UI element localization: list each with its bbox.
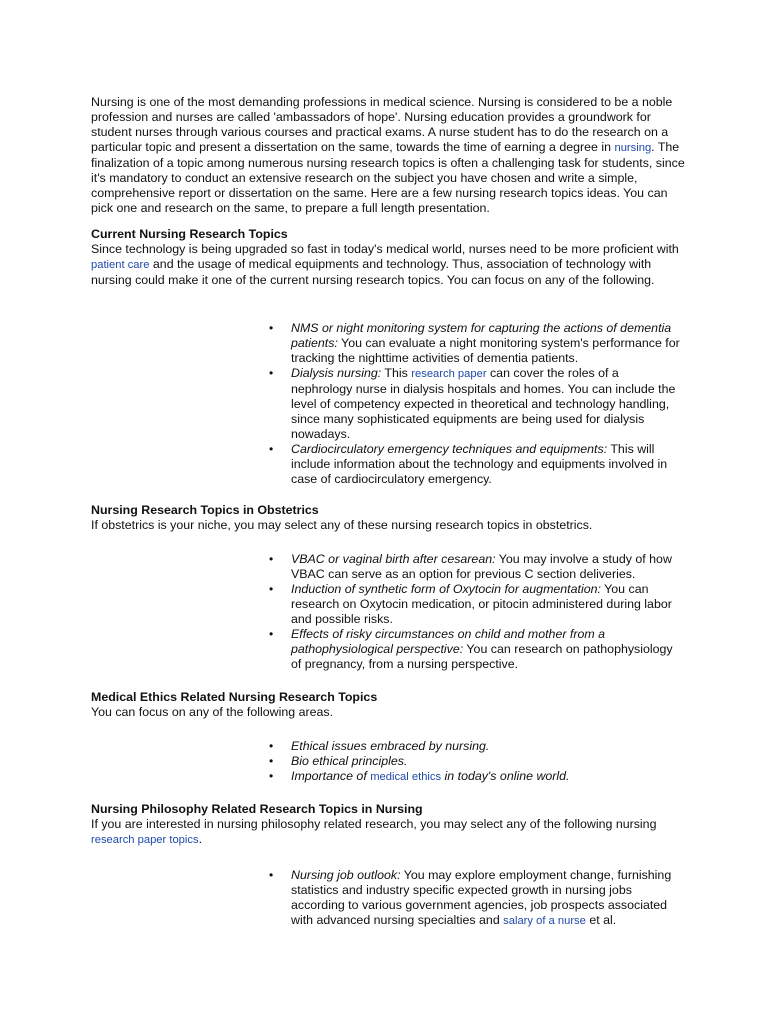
list-item: [291, 321, 683, 366]
list-item: [291, 739, 683, 754]
list-item-title: Effects of risky circumstances on child and mother from a pathophysiological perspective:: [291, 627, 606, 656]
philosophy-text-part-1: If you are interested in nursing philosophy related research, you may select any of the following nursing: [91, 817, 657, 831]
current-topics-list: [291, 321, 683, 487]
obstetrics-section: [91, 503, 691, 533]
list-item-title: Importance of: [291, 769, 371, 783]
current-topics-heading: Current Nursing Research Topics: [91, 227, 288, 241]
medical-ethics-link[interactable]: medical ethics: [370, 771, 442, 783]
salary-of-a-nurse-link[interactable]: salary of a nurse: [503, 915, 586, 927]
list-item: [291, 769, 683, 785]
philosophy-text: [91, 817, 691, 848]
philosophy-section: [91, 802, 691, 848]
obstetrics-heading: Nursing Research Topics in Obstetrics: [91, 503, 319, 517]
list-item-title: VBAC or vaginal birth after cesarean:: [291, 552, 496, 566]
obstetrics-text: If obstetrics is your niche, you may select any of these nursing research topics in obstetrics.: [91, 518, 593, 532]
list-item-text: You may explore employment change, furnishing statistics and industry specific expected growth in nursing jobs according to various government agencies, job prospects associated with advanced nursing specialties and: [291, 868, 672, 927]
list-item-title: NMS or night monitoring system for capturing the actions of dementia patients:: [291, 321, 672, 350]
ethics-heading: Medical Ethics Related Nursing Research Topics: [91, 690, 378, 704]
research-paper-topics-link[interactable]: research paper topics: [91, 834, 199, 846]
list-item-text: This: [381, 366, 412, 380]
research-paper-link[interactable]: research paper: [411, 368, 487, 380]
list-item: [291, 552, 683, 582]
list-item-title: Cardiocirculatory emergency techniques and equipments:: [291, 442, 608, 456]
nursing-link[interactable]: nursing: [614, 142, 652, 154]
intro-paragraph: [91, 95, 691, 216]
philosophy-text-part-2: .: [198, 832, 203, 846]
list-item: [291, 868, 683, 929]
list-item-title: Ethical issues embraced by nursing.: [291, 739, 490, 753]
list-item: [291, 582, 683, 627]
patient-care-link[interactable]: patient care: [91, 259, 150, 271]
list-item-text: You may involve a study of how VBAC can serve as an option for previous C section deliveries.: [291, 552, 672, 581]
list-item-text: et al.: [585, 913, 617, 927]
list-item-text: You can research on Oxytocin medication, or pitocin administered during labor and possible risks.: [291, 582, 672, 626]
philosophy-list: [291, 868, 683, 929]
list-item-title: Dialysis nursing:: [291, 366, 382, 380]
current-text-part-1: Since technology is being upgraded so fast in today's medical world, nurses need to be more proficient with: [91, 242, 679, 256]
philosophy-heading: Nursing Philosophy Related Research Topics in Nursing: [91, 802, 423, 816]
list-item: [291, 442, 683, 487]
list-item-text: You can research on pathophysiology of pregnancy, from a nursing perspective.: [291, 642, 673, 671]
list-item-text: This will include information about the technology and equipments involved in case of cardiocirculatory emergency.: [291, 442, 668, 486]
list-item: [291, 627, 683, 672]
list-item-text: You can evaluate a night monitoring system's performance for tracking the nighttime activities of dementia patients.: [291, 336, 680, 365]
intro-text-part-2: . The finalization of a topic among numerous nursing research topics is often a challenging task for students, since it's mandatory to conduct an extensive research on the subject you have chosen and write a simple, comprehensive report or dissertation on the same. Here are a few nursing research topics ideas. You can pick one and research on the same, to prepare a full length presentation.: [91, 140, 685, 215]
list-item-title: Bio ethical principles.: [291, 754, 408, 768]
current-topics-section: [91, 227, 691, 288]
intro-text-part-1: Nursing is one of the most demanding professions in medical science. Nursing is considered to be a noble profession and nurses are called 'ambassadors of hope'. Nursing education provides a groundwork for student nurses through various courses and practical exams. A nurse student has to do the research on a particular topic and present a dissertation on the same, towards the time of earning a degree in: [91, 95, 673, 154]
list-item-text: can cover the roles of a nephrology nurse in dialysis hospitals and homes. You can include the level of competency expected in theoretical and technology handling, since many sophisticated equipments are being used for dialysis nowadays.: [291, 366, 676, 441]
ethics-text: You can focus on any of the following areas.: [91, 705, 334, 719]
list-item-title: Induction of synthetic form of Oxytocin for augmentation:: [291, 582, 601, 596]
obstetrics-list: [291, 552, 683, 672]
list-item-title: Nursing job outlook:: [291, 868, 401, 882]
list-item: [291, 754, 683, 769]
current-topics-text: [91, 242, 691, 288]
ethics-section: [91, 690, 691, 720]
ethics-list: [291, 739, 683, 785]
current-text-part-2: and the usage of medical equipments and technology. Thus, association of technology with nursing could make it one of the current nursing research topics. You can focus on any of the following.: [91, 257, 655, 287]
list-item-title: in today's online world.: [441, 769, 570, 783]
list-item: [291, 366, 683, 442]
